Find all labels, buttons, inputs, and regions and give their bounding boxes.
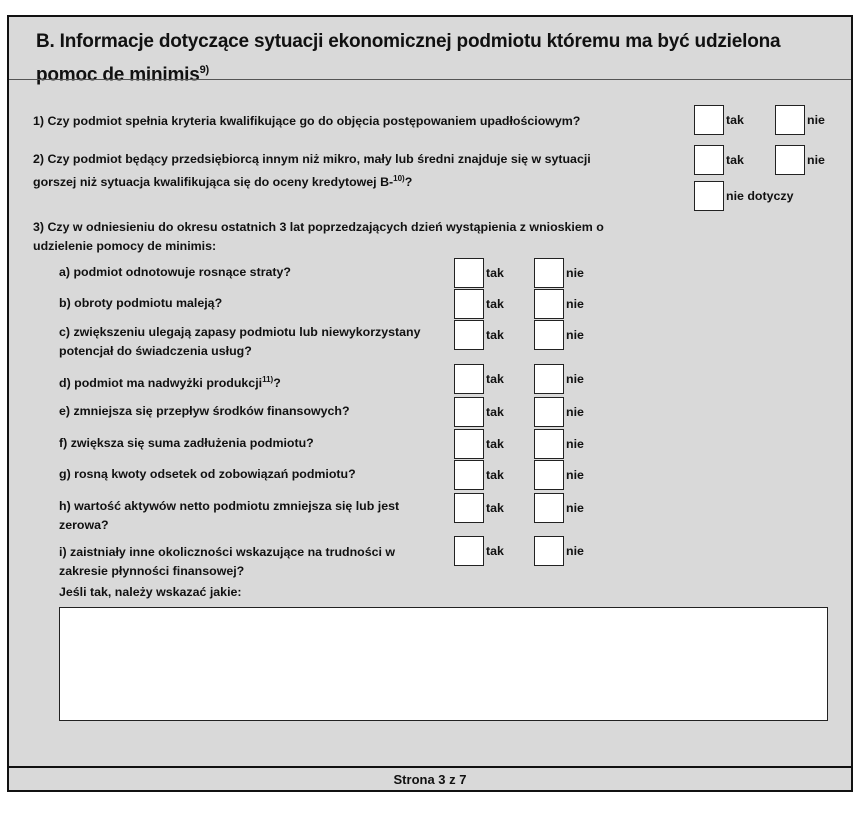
q3g-yes-label: tak [486,468,504,482]
q1-yes-checkbox[interactable] [694,105,724,135]
q3e-no-label: nie [566,405,584,419]
q3f-yes-label: tak [486,437,504,451]
title-separator [9,79,851,80]
page-footer: Strona 3 z 7 [9,766,851,792]
q3h-no-checkbox[interactable] [534,493,564,523]
q3f-no-label: nie [566,437,584,451]
q1-yes-label: tak [726,113,744,127]
q3f-yes-checkbox[interactable] [454,429,484,459]
q3-text: 3) Czy w odniesieniu do okresu ostatnich 3 lat poprzedzających dzień wystąpienia z wnioskiem o udzielenie pomocy de minimis: [33,220,604,253]
q3f-no-checkbox[interactable] [534,429,564,459]
q3c-no-label: nie [566,328,584,342]
q3a-no-checkbox[interactable] [534,258,564,288]
q3g-yes-checkbox[interactable] [454,460,484,490]
q3b-yes-label: tak [486,297,504,311]
q3h-no-label: nie [566,501,584,515]
q3g-no-checkbox[interactable] [534,460,564,490]
section-title: B. Informacje dotyczące sytuacji ekonomicznej podmiotu któremu ma być udzielona pomoc de minimis$^{9)}$ [36,31,781,86]
q2-footnote: 10) [393,174,405,183]
q3f-text: f) zwiększa się suma zadłużenia podmiotu? [59,436,314,450]
q3d-no-checkbox[interactable] [534,364,564,394]
q3e-yes-checkbox[interactable] [454,397,484,427]
q3b-no-label: nie [566,297,584,311]
details-textarea[interactable] [59,607,828,721]
q3e-no-checkbox[interactable] [534,397,564,427]
q3h-text: h) wartość aktywów netto podmiotu zmniejsza się lub jest zerowa? [59,499,400,532]
q3c-yes-checkbox[interactable] [454,320,484,350]
q3e-yes-label: tak [486,405,504,419]
q3i-no-label: nie [566,544,584,558]
title-footnote: 9) [199,64,209,76]
q3g-text: g) rosną kwoty odsetek od zobowiązań podmiotu? [59,467,356,481]
q3i-yes-checkbox[interactable] [454,536,484,566]
q3d-yes-label: tak [486,372,504,386]
q3a-yes-checkbox[interactable] [454,258,484,288]
q3h-yes-label: tak [486,501,504,515]
q3i-no-checkbox[interactable] [534,536,564,566]
q3b-no-checkbox[interactable] [534,289,564,319]
q2-na-label: nie dotyczy [726,189,794,203]
q3h-yes-checkbox[interactable] [454,493,484,523]
q2-no-checkbox[interactable] [775,145,805,175]
q3d-no-label: nie [566,372,584,386]
form-section-b [7,15,853,792]
q3b-yes-checkbox[interactable] [454,289,484,319]
q3a-yes-label: tak [486,266,504,280]
if-yes-label: Jeśli tak, należy wskazać jakie: [59,585,242,599]
q3c-text: c) zwiększeniu ulegają zapasy podmiotu lub niewykorzystany potencjał do świadczenia usług? [59,325,421,358]
q3c-yes-label: tak [486,328,504,342]
q3i-yes-label: tak [486,544,504,558]
q2-yes-label: tak [726,153,744,167]
q1-text: 1) Czy podmiot spełnia kryteria kwalifikujące go do objęcia postępowaniem upadłościowym? [33,114,581,128]
q2-text: 2) Czy podmiot będący przedsiębiorcą innym niż mikro, mały lub średni znajduje się w sytuacji gorszej niż sytuacja kwalifikująca się do oceny kredytowej B-$^{10)}$? [33,152,591,190]
q3d-text: d) podmiot ma nadwyżki produkcji$^{11)}$? [59,375,281,391]
q3g-no-label: nie [566,468,584,482]
q2-no-label: nie [807,153,825,167]
q3i-text: i) zaistniały inne okoliczności wskazujące na trudności w zakresie płynności finansowej? [59,545,396,578]
q2-na-checkbox[interactable] [694,181,724,211]
q3e-text: e) zmniejsza się przepływ środków finansowych? [59,404,350,418]
q1-no-checkbox[interactable] [775,105,805,135]
q1-no-label: nie [807,113,825,127]
q3a-no-label: nie [566,266,584,280]
q3d-footnote: 11) [262,375,274,384]
q3b-text: b) obroty podmiotu maleją? [59,296,223,310]
q3a-text: a) podmiot odnotowuje rosnące straty? [59,265,291,279]
q3c-no-checkbox[interactable] [534,320,564,350]
q2-yes-checkbox[interactable] [694,145,724,175]
q3d-yes-checkbox[interactable] [454,364,484,394]
